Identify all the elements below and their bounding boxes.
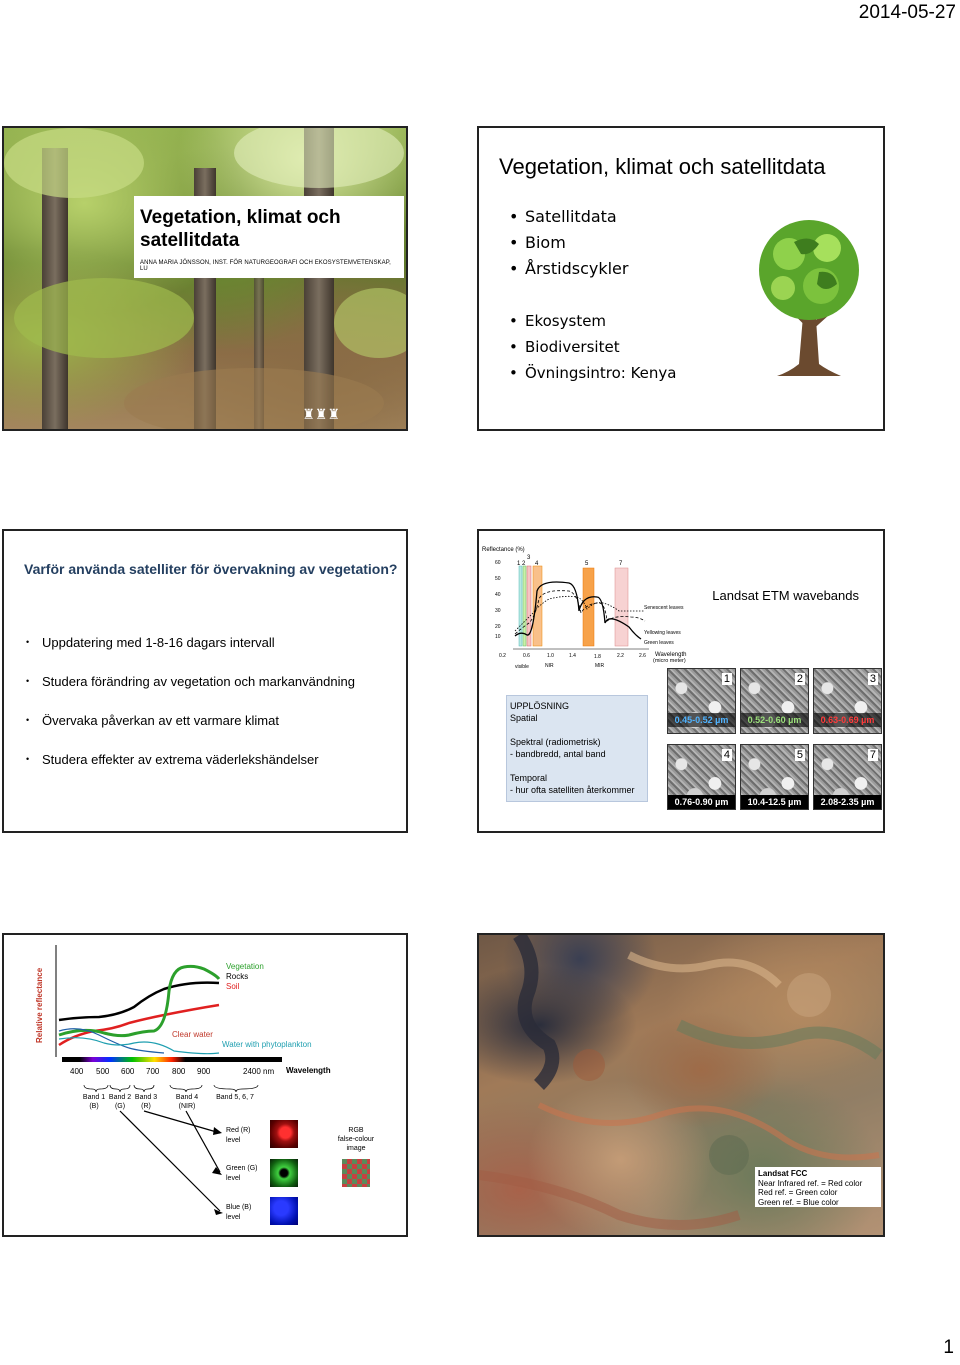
band-image-tile — [667, 744, 736, 810]
legend-line: Near Infrared ref. = Red color — [758, 1178, 863, 1188]
y-axis-title: Relative reflectance — [35, 967, 44, 1043]
y-tick: 10 — [495, 634, 501, 640]
info-line: - bandbredd, antal band — [510, 749, 606, 759]
y-axis-title: Reflectance (%) — [482, 547, 525, 553]
x-tick: 600 — [121, 1067, 135, 1076]
fcc-legend — [755, 1167, 881, 1207]
band-image-tile — [740, 744, 809, 810]
band-label: (G) — [114, 1103, 126, 1110]
list-item: • Studera effekter av extrema väderlekshändelser — [26, 740, 355, 779]
slide-title-photo — [2, 126, 408, 431]
band-label: 3 — [527, 555, 531, 561]
level-label: Red (R) — [226, 1127, 251, 1134]
band-label: 7 — [619, 561, 623, 567]
band-label: 4 — [535, 561, 539, 567]
red-level-image — [270, 1120, 298, 1148]
water-phyto-label: Water with phytoplankton — [222, 1040, 312, 1049]
foliage — [234, 126, 404, 188]
info-line: Temporal — [510, 773, 548, 783]
x-ticks — [70, 1067, 274, 1076]
legend-title: Landsat FCC — [758, 1169, 808, 1178]
slide-why-satellites — [2, 529, 408, 833]
info-line: Spatial — [510, 713, 538, 723]
info-line: Spektral (radiometrisk) — [510, 737, 601, 747]
band-range: 0.45-0.52 µm — [668, 713, 735, 727]
green-level-image — [270, 1159, 298, 1187]
author-line: ANNA MARIA JÖNSSON, INST. FÖR NATURGEOGRAFI OCH EKOSYSTEMVETENSKAP, LU — [140, 260, 391, 272]
band-number: 7 — [869, 749, 876, 761]
curve-labels — [644, 605, 684, 646]
y-tick: 30 — [495, 608, 501, 614]
x-tick: 0.2 — [499, 653, 506, 659]
slide-heading: Landsat ETM wavebands — [712, 588, 859, 603]
band-range: 0.52-0.60 µm — [741, 713, 808, 727]
x-tick: 400 — [70, 1067, 84, 1076]
band-label: (R) — [141, 1103, 151, 1110]
band-range: 0.76-0.90 µm — [668, 795, 735, 809]
y-tick: 60 — [495, 560, 501, 566]
x-axis-title: Wavelength — [655, 652, 687, 658]
x-tick: 0.6 — [523, 653, 530, 659]
page-number: 1 — [943, 1337, 954, 1358]
x-tick: 2400 nm — [243, 1067, 275, 1076]
x-tick: 1.0 — [547, 653, 554, 659]
band-number: 1 — [723, 673, 730, 685]
resolution-info-box — [506, 695, 648, 802]
level-label: Green (G) — [226, 1165, 258, 1172]
clear-water-label: Clear water — [172, 1030, 213, 1039]
list-item: • Biom — [509, 230, 628, 256]
rgb-label — [338, 1127, 375, 1152]
legend-line: Red ref. = Green color — [758, 1188, 838, 1197]
band-number: 5 — [796, 749, 803, 761]
list-item: • Uppdatering med 1-8-16 dagars intervall — [26, 623, 355, 662]
band-braces — [84, 1085, 258, 1092]
slide-title: Vegetation, klimat och satellitdata — [499, 154, 826, 179]
spectral-reflectance-diagram — [4, 935, 406, 1235]
legend-vegetation: Vegetation — [226, 962, 264, 971]
band-image-tile — [813, 668, 882, 734]
rocks-curve — [59, 983, 219, 1020]
title-box — [134, 196, 404, 278]
legend-soil: Soil — [226, 982, 240, 991]
band-label: (B) — [89, 1103, 99, 1110]
spectrum-bar — [62, 1057, 282, 1062]
rgb-composite-image — [342, 1159, 370, 1187]
x-tick: 900 — [197, 1067, 211, 1076]
slide-title: Vegetation, klimat och satellitdata — [140, 207, 341, 251]
soil-curve — [59, 1005, 219, 1045]
x-tick: 1.8 — [594, 654, 601, 660]
water-phyto-curve — [59, 1038, 219, 1054]
slide-landsat-wavebands — [477, 529, 885, 833]
band-number: 4 — [723, 749, 730, 761]
arrow-heads — [212, 1127, 223, 1215]
forest-floor — [124, 368, 384, 431]
band-number: 2 — [796, 673, 803, 685]
level-label: level — [226, 1175, 241, 1182]
y-tick: 20 — [495, 624, 501, 630]
x-tick: 800 — [172, 1067, 186, 1076]
info-line: - hur ofta satelliten återkommer — [510, 785, 635, 795]
rgb-text: image — [346, 1145, 366, 1152]
level-label: level — [226, 1214, 241, 1221]
legend-line: Green ref. = Blue color — [758, 1197, 839, 1207]
region-label: visible — [515, 664, 529, 670]
x-tick: 700 — [146, 1067, 160, 1076]
x-tick: 2.2 — [617, 653, 624, 659]
band-range: 10.4-12.5 µm — [741, 795, 808, 809]
rgb-text: false-colour — [337, 1136, 375, 1143]
foliage — [334, 288, 408, 358]
x-tick: 1.4 — [569, 653, 576, 659]
band-7-bar — [615, 568, 628, 646]
foliage — [4, 128, 144, 198]
x-tick: 2.6 — [639, 653, 646, 659]
list-item: • Satellitdata — [509, 204, 628, 230]
x-axis-title: Wavelength — [286, 1066, 331, 1075]
band-arrows — [120, 1111, 220, 1211]
university-logo-icon: ♜♜♜ — [302, 406, 340, 422]
slide-landsat-fcc-image — [477, 933, 885, 1237]
list-item: • Övningsintro: Kenya — [509, 360, 677, 386]
band-image-tile — [740, 668, 809, 734]
band-label: 5 — [585, 561, 589, 567]
x-axis-unit: (micro meter) — [653, 658, 686, 664]
band-labels — [83, 1094, 254, 1110]
slide-overview — [477, 126, 885, 431]
band-label: Band 1 — [82, 1094, 106, 1101]
blue-level-image — [270, 1197, 298, 1225]
foliage — [14, 278, 194, 358]
level-label: Blue (B) — [226, 1204, 252, 1211]
list-item: • Biodiversitet — [509, 334, 677, 360]
y-tick: 50 — [495, 576, 501, 582]
y-ticks — [495, 560, 501, 640]
info-line: UPPLÖSNING — [510, 701, 570, 711]
band-range: 2.08-2.35 µm — [814, 795, 881, 809]
bullet-list — [509, 308, 677, 386]
document-date: 2014-05-27 — [858, 2, 956, 23]
globe-tree-illustration — [749, 214, 869, 384]
bullet-list — [509, 204, 628, 282]
x-ticks — [499, 653, 646, 670]
band-number: 3 — [869, 673, 876, 685]
x-tick: 500 — [96, 1067, 110, 1076]
level-labels — [226, 1127, 258, 1221]
rgb-text: RGB — [348, 1127, 364, 1134]
level-label: level — [226, 1137, 241, 1144]
band-label: 1 2 — [517, 561, 526, 567]
band-label: Band 5, 6, 7 — [216, 1094, 254, 1101]
curve-label: Green leaves — [644, 640, 674, 646]
list-item: • Ekosystem — [509, 308, 677, 334]
band-label: (NIR) — [178, 1103, 196, 1110]
vegetation-curve — [59, 966, 219, 1035]
list-item: • Årstidscykler — [509, 256, 628, 282]
band-5-bar — [583, 568, 594, 646]
slide-spectral-signatures — [2, 933, 408, 1237]
region-label: NIR — [545, 663, 554, 669]
region-label: MIR — [595, 663, 605, 669]
band-label: Band 3 — [134, 1094, 158, 1101]
band-image-tile — [667, 668, 736, 734]
band-range: 0.63-0.69 µm — [814, 713, 881, 727]
legend-rocks: Rocks — [226, 972, 249, 981]
curve-label: Senescent leaves — [644, 605, 684, 611]
band-labels — [517, 555, 623, 567]
slide-title: Varför använda satelliter för övervakning av vegetation? — [24, 561, 398, 577]
list-item: • Övervaka påverkan av ett varmare klimat — [26, 701, 355, 740]
band-image-tile — [813, 744, 882, 810]
curve-label: Yellowing leaves — [644, 630, 681, 636]
reflectance-chart — [479, 531, 709, 676]
bullet-list — [26, 623, 355, 779]
band-label: Band 4 — [175, 1094, 199, 1101]
y-tick: 40 — [495, 592, 501, 598]
list-item: • Studera förändring av vegetation och markanvändning — [26, 662, 355, 701]
band-label: Band 2 — [108, 1094, 132, 1101]
